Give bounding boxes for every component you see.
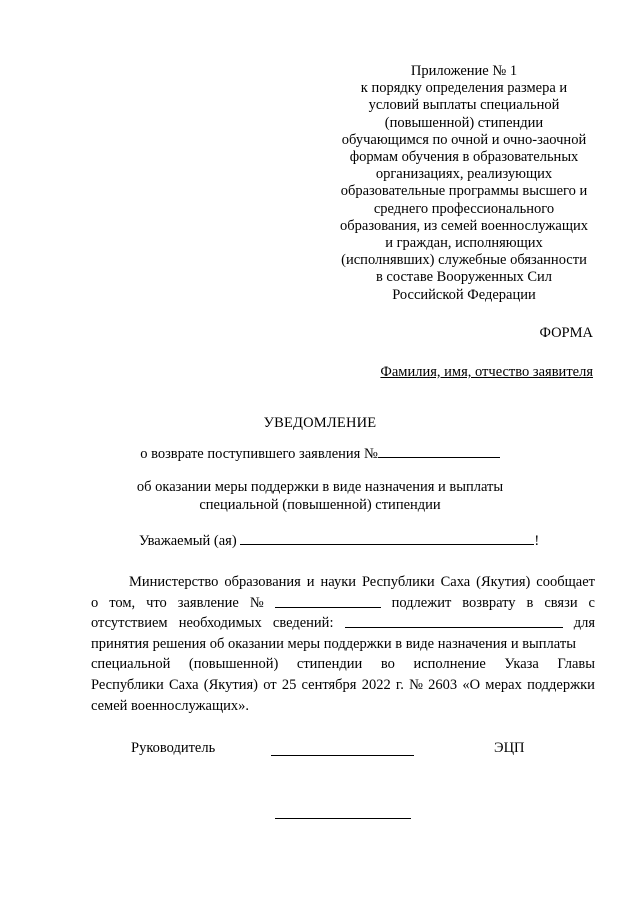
appendix-line: среднего профессионального <box>373 200 555 217</box>
body-word: что <box>146 594 167 611</box>
body-line <box>91 613 595 634</box>
greeting-suffix: ! <box>534 533 540 549</box>
body-word: и <box>306 574 315 590</box>
appendix-line: организациях, реализующих <box>375 166 553 183</box>
body-word: (Якутия) <box>476 574 531 590</box>
body-word: (повышенной) <box>188 656 279 673</box>
body-line: семей военнослужащих». <box>91 697 250 714</box>
body-word: 25 <box>281 676 297 693</box>
body-word: науки <box>320 574 356 590</box>
missing-info-blank[interactable] <box>345 613 563 628</box>
body-word: мерах <box>485 676 522 693</box>
body-line <box>91 675 595 696</box>
name-blank-line[interactable] <box>275 818 411 819</box>
body-word: образования <box>224 574 301 590</box>
body-word: № <box>409 676 423 693</box>
appendix-line: обучающимся по очной и очно-заочной <box>341 131 587 148</box>
greeting-line <box>139 530 539 550</box>
body-line <box>91 593 595 614</box>
support-measure-line: специальной (повышенной) стипендии <box>199 497 441 513</box>
signature-line[interactable] <box>271 755 414 756</box>
body-word: для <box>573 615 595 632</box>
body-word: исполнение <box>413 656 486 673</box>
body-word: стипендии <box>296 656 363 673</box>
body-word: специальной <box>91 656 171 673</box>
return-notice-text: о возврате поступившего заявления № <box>140 446 378 462</box>
body-word: Указа <box>504 656 539 673</box>
return-notice-line <box>0 443 640 463</box>
appendix-line: формам обучения в образовательных <box>349 149 579 166</box>
body-word: о <box>91 594 99 611</box>
greeting-prefix: Уважаемый (ая) <box>139 533 237 549</box>
support-measure-text <box>100 478 540 514</box>
body-word: г. <box>395 676 404 693</box>
applicant-name-field[interactable]: Фамилия, имя, отчество заявителя <box>380 364 593 380</box>
notice-body <box>91 572 595 716</box>
body-word: необходимых <box>178 615 262 632</box>
body-word: Республики <box>361 574 435 590</box>
appendix-line: Приложение № 1 <box>410 63 518 79</box>
signature-row <box>0 740 640 762</box>
appendix-line: к порядку определения размера и <box>360 80 568 97</box>
addressee-name-blank[interactable] <box>240 530 534 545</box>
body-word: сентября <box>301 676 357 693</box>
body-line <box>91 654 595 675</box>
body-word: Главы <box>557 656 595 673</box>
appendix-line: (повышенной) стипендии <box>384 114 544 131</box>
document-title: УВЕДОМЛЕНИЕ <box>263 415 377 431</box>
body-word: (Якутия) <box>203 676 258 693</box>
electronic-signature-label: ЭЦП <box>494 740 525 756</box>
signatory-label: Руководитель <box>131 740 216 756</box>
body-word: с <box>588 594 595 611</box>
body-word: отсутствием <box>91 615 168 632</box>
body-word: сообщает <box>536 574 595 590</box>
body-word: «О <box>462 676 481 693</box>
appendix-header <box>330 63 598 304</box>
body-word: сведений: <box>272 615 334 632</box>
body-word: № <box>249 594 264 611</box>
appendix-line: образования, из семей военнослужащих <box>340 217 588 234</box>
appendix-line: и граждан, исполняющих <box>385 235 543 252</box>
body-word: заявление <box>177 594 239 611</box>
body-word: связи <box>544 594 578 611</box>
body-word: во <box>380 656 395 673</box>
body-word: 2022 <box>361 676 391 693</box>
application-number-blank[interactable] <box>275 593 381 608</box>
body-word: подлежит <box>391 594 452 611</box>
body-word: том, <box>109 594 136 611</box>
application-number-blank[interactable] <box>378 443 500 458</box>
appendix-line: образовательные программы высшего и <box>340 183 588 200</box>
body-word: в <box>526 594 534 611</box>
body-word: возврату <box>462 594 516 611</box>
appendix-line: Российской Федерации <box>392 286 536 303</box>
body-word: Республики <box>91 676 164 693</box>
body-word: от <box>263 676 277 693</box>
appendix-line: в составе Вооруженных Сил <box>375 269 553 286</box>
body-line: принятия решения об оказании меры поддержки в виде назначения и выплаты <box>91 635 576 652</box>
appendix-line: (исполнявших) служебные обязанности <box>341 252 587 269</box>
body-word: Саха <box>168 676 199 693</box>
support-measure-line: об оказании меры поддержки в виде назначения и выплаты <box>136 479 504 495</box>
body-line <box>91 572 595 593</box>
body-word: 2603 <box>428 676 458 693</box>
body-word: Министерство <box>129 574 219 590</box>
body-word: Саха <box>440 574 471 590</box>
appendix-line: условий выплаты специальной <box>368 97 560 114</box>
body-word: поддержки <box>527 676 595 693</box>
form-label: ФОРМА <box>539 325 593 341</box>
